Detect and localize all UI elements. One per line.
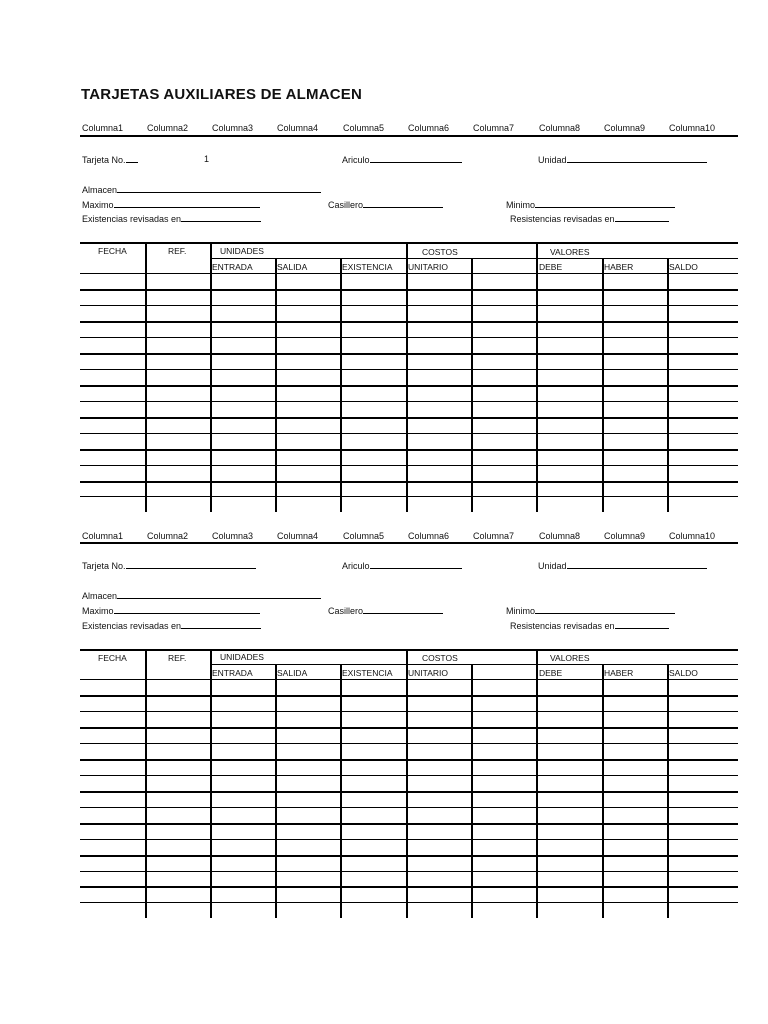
tarjeta-field bbox=[82, 154, 138, 166]
column-label: Columna10 bbox=[669, 531, 716, 541]
table-row bbox=[80, 727, 738, 729]
table-row bbox=[80, 481, 738, 483]
column-label: Columna1 bbox=[82, 123, 124, 133]
header-ref: REF. bbox=[168, 246, 187, 256]
table-row bbox=[80, 337, 738, 338]
table-row bbox=[80, 902, 738, 903]
column-divider bbox=[406, 649, 408, 918]
header-unidades: UNIDADES bbox=[220, 246, 264, 256]
almacen-blank[interactable] bbox=[117, 184, 321, 193]
column-divider bbox=[536, 242, 538, 512]
column-label: Columna7 bbox=[473, 123, 515, 133]
almacen-field bbox=[82, 184, 321, 196]
articulo-label: Ariculo bbox=[342, 561, 370, 571]
header-haber: HABER bbox=[604, 262, 634, 272]
column-label: Columna4 bbox=[277, 123, 319, 133]
table-row bbox=[80, 679, 738, 680]
subheader-line bbox=[210, 664, 738, 665]
table-row bbox=[80, 321, 738, 323]
table-row bbox=[80, 791, 738, 793]
column-divider bbox=[145, 242, 147, 512]
header-valores: VALORES bbox=[550, 247, 590, 257]
column-label: Columna8 bbox=[539, 531, 581, 541]
casillero-field bbox=[328, 199, 443, 211]
column-divider bbox=[406, 242, 408, 512]
column-label: Columna8 bbox=[539, 123, 581, 133]
header-existencia: EXISTENCIA bbox=[342, 668, 393, 678]
minimo-field bbox=[506, 199, 675, 211]
column-label: Columna9 bbox=[604, 531, 646, 541]
subheader-line bbox=[210, 258, 738, 259]
column-label: Columna6 bbox=[408, 531, 450, 541]
articulo-blank[interactable] bbox=[370, 560, 462, 569]
header-debe: DEBE bbox=[539, 668, 563, 678]
header-saldo: SALDO bbox=[669, 262, 698, 272]
unidad-blank[interactable] bbox=[567, 560, 707, 569]
almacen-field bbox=[82, 590, 321, 602]
resistencias-blank[interactable] bbox=[615, 620, 669, 629]
almacen-label: Almacen bbox=[82, 591, 118, 601]
header-valores: VALORES bbox=[550, 653, 590, 663]
resistencias-field bbox=[510, 620, 669, 632]
table-row bbox=[80, 353, 738, 355]
column-divider bbox=[210, 242, 212, 512]
header-existencia: EXISTENCIA bbox=[342, 262, 393, 272]
casillero-label: Casillero bbox=[328, 200, 364, 210]
minimo-label: Minimo bbox=[506, 606, 536, 616]
table-row bbox=[80, 871, 738, 872]
header-fecha: FECHA bbox=[98, 246, 127, 256]
table-row bbox=[80, 775, 738, 776]
casillero-label: Casillero bbox=[328, 606, 364, 616]
header-unidades: UNIDADES bbox=[220, 652, 264, 662]
articulo-blank[interactable] bbox=[370, 154, 462, 163]
header-entrada: ENTRADA bbox=[212, 668, 253, 678]
header-costos: COSTOS bbox=[422, 653, 458, 663]
maximo-field bbox=[82, 199, 260, 211]
table-row bbox=[80, 839, 738, 840]
table-row bbox=[80, 417, 738, 419]
casillero-blank[interactable] bbox=[363, 605, 443, 614]
resistencias-field bbox=[510, 213, 669, 225]
almacen-label: Almacen bbox=[82, 185, 118, 195]
existencias-field bbox=[82, 620, 261, 632]
column-label: Columna2 bbox=[147, 123, 189, 133]
header-debe: DEBE bbox=[539, 262, 563, 272]
table-row bbox=[80, 433, 738, 434]
column-label: Columna3 bbox=[212, 123, 254, 133]
header-salida: SALIDA bbox=[277, 668, 308, 678]
table-top-border bbox=[80, 649, 738, 651]
table-row bbox=[80, 855, 738, 857]
table-row bbox=[80, 289, 738, 291]
table-row bbox=[80, 807, 738, 808]
unidad-field bbox=[538, 560, 707, 572]
column-divider bbox=[536, 649, 538, 918]
header-entrada: ENTRADA bbox=[212, 262, 253, 272]
existencias-label: Existencias revisadas en bbox=[82, 214, 182, 224]
maximo-blank[interactable] bbox=[114, 605, 260, 614]
column-label: Columna5 bbox=[343, 531, 385, 541]
unidad-label: Unidad bbox=[538, 155, 567, 165]
column-label: Columna3 bbox=[212, 531, 254, 541]
tarjeta-label: Tarjeta No. bbox=[82, 155, 126, 165]
divider bbox=[80, 542, 738, 544]
existencias-label: Existencias revisadas en bbox=[82, 621, 182, 631]
tarjeta-value: 1 bbox=[204, 154, 210, 164]
table-row bbox=[80, 449, 738, 451]
table-row bbox=[80, 305, 738, 306]
unidad-field bbox=[538, 154, 707, 166]
header-unitario: UNITARIO bbox=[408, 668, 448, 678]
table-row bbox=[80, 385, 738, 387]
existencias-field bbox=[82, 213, 261, 225]
tarjeta-blank[interactable] bbox=[126, 154, 138, 163]
unidad-label: Unidad bbox=[538, 561, 567, 571]
minimo-label: Minimo bbox=[506, 200, 536, 210]
minimo-field bbox=[506, 605, 675, 617]
table-row bbox=[80, 759, 738, 761]
tarjeta-label: Tarjeta No. bbox=[82, 561, 126, 571]
header-haber: HABER bbox=[604, 668, 634, 678]
tarjeta-blank[interactable] bbox=[126, 560, 256, 569]
table-row bbox=[80, 823, 738, 825]
maximo-label: Maximo bbox=[82, 200, 114, 210]
page-title: TARJETAS AUXILIARES DE ALMACEN bbox=[81, 86, 363, 103]
column-label: Columna7 bbox=[473, 531, 515, 541]
header-salida: SALIDA bbox=[277, 262, 308, 272]
column-divider bbox=[145, 649, 147, 918]
resistencias-label: Resistencias revisadas en bbox=[510, 621, 615, 631]
articulo-label: Ariculo bbox=[342, 155, 370, 165]
column-label: Columna10 bbox=[669, 123, 716, 133]
table-row bbox=[80, 401, 738, 402]
divider bbox=[80, 135, 738, 137]
existencias-blank[interactable] bbox=[181, 213, 261, 222]
column-label: Columna5 bbox=[343, 123, 385, 133]
table-row bbox=[80, 711, 738, 712]
column-label: Columna1 bbox=[82, 531, 124, 541]
table-row bbox=[80, 695, 738, 697]
header-unitario: UNITARIO bbox=[408, 262, 448, 272]
almacen-blank[interactable] bbox=[117, 590, 321, 599]
table-row bbox=[80, 369, 738, 370]
maximo-label: Maximo bbox=[82, 606, 114, 616]
column-divider bbox=[210, 649, 212, 918]
maximo-blank[interactable] bbox=[114, 199, 260, 208]
minimo-blank[interactable] bbox=[535, 605, 675, 614]
column-label: Columna6 bbox=[408, 123, 450, 133]
maximo-field bbox=[82, 605, 260, 617]
column-label: Columna4 bbox=[277, 531, 319, 541]
minimo-blank[interactable] bbox=[535, 199, 675, 208]
existencias-blank[interactable] bbox=[181, 620, 261, 629]
resistencias-label: Resistencias revisadas en bbox=[510, 214, 615, 224]
header-saldo: SALDO bbox=[669, 668, 698, 678]
table-row bbox=[80, 496, 738, 497]
resistencias-blank[interactable] bbox=[615, 213, 669, 222]
header-fecha: FECHA bbox=[98, 653, 127, 663]
column-label: Columna9 bbox=[604, 123, 646, 133]
articulo-field bbox=[342, 154, 462, 166]
table-row bbox=[80, 273, 738, 274]
casillero-blank[interactable] bbox=[363, 199, 443, 208]
table-row bbox=[80, 886, 738, 888]
articulo-field bbox=[342, 560, 462, 572]
table-row bbox=[80, 743, 738, 744]
header-ref: REF. bbox=[168, 653, 187, 663]
header-costos: COSTOS bbox=[422, 247, 458, 257]
tarjeta-field bbox=[82, 560, 256, 572]
column-label: Columna2 bbox=[147, 531, 189, 541]
casillero-field bbox=[328, 605, 443, 617]
table-row bbox=[80, 465, 738, 466]
table-top-border bbox=[80, 242, 738, 244]
unidad-blank[interactable] bbox=[567, 154, 707, 163]
